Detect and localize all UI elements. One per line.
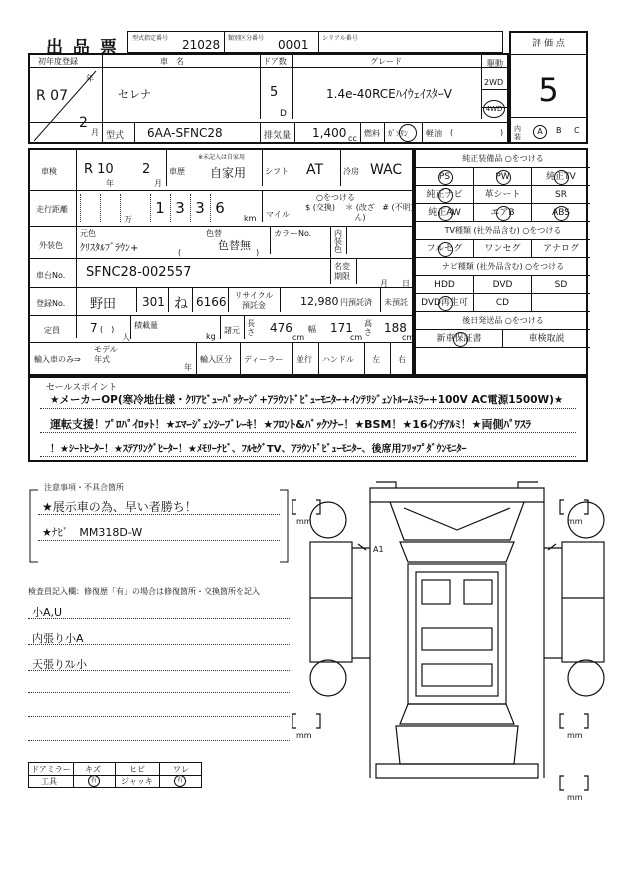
genuine-label: 純正装備品 ○をつける [416,150,590,168]
chassis-label: 車台No. [36,271,66,280]
mileage-digit: 3 [170,194,189,222]
inspection-month: 2 [142,162,151,177]
width-label: 幅 [308,325,316,334]
legend-scratch: キズ [85,765,101,774]
reg-num: 6166 [196,295,227,309]
tv-type-circle-0 [438,242,453,257]
capacity-label: 定員 [44,326,60,335]
legend-jack-yes: 有 [174,775,186,787]
legend-doormirror: ドアミラー [31,765,71,774]
doors: 5 [270,85,279,100]
reg-place: 野田 [90,297,117,312]
model: 6AA-SFNC28 [147,126,223,140]
capacity-unit: 人 [122,333,130,342]
mileage-digit [100,194,119,222]
legend-tools: 工具 [41,777,57,786]
genuine-row2-1: 革シート [474,186,532,204]
fuel-gasoline-circle [399,124,417,142]
navi-row2-0: DVD再生可 [416,294,474,312]
fuel-gasoline: ｶﾞｿﾘﾝ [388,129,408,138]
notes-line-1: ★展示車の為、早い者勝ち！ [42,500,197,514]
interior-grade-a: A [533,125,547,139]
cc-unit: cc [348,134,357,143]
doors-label: ドア数 [263,57,287,66]
history-label: 車歴 [169,167,185,176]
navi-label: ナビ種類 (社外品含む) ○をつける [416,258,590,276]
form-title: 出 品 票 [46,38,119,58]
reg-class: 301 [142,295,165,309]
mileage-opt-mile: マイル [266,210,290,219]
history: 自家用 [210,166,247,180]
month-unit: 月 [91,128,99,137]
import-dealer: ディーラー [244,355,284,364]
genuine-row1-1: PW [474,168,532,186]
evaluation-score: 5 [538,71,559,109]
orig-color-label: 元色 [80,229,96,238]
reg-kana: ね [174,296,188,312]
fuel-diesel: 軽油 [426,129,442,138]
vehicle-table: 車検 R 10 年 2 月 車歴 ※未記入は自家用 自家用 シフト AT 冷房 WAC 走行距離 1 3 3 6 万 km ○をつける マイル $ (交換) ＊ (改ざん) # (不明) 外装色 元色 ｸﾘｽﾀﾙﾌﾞﾗｳﾝ+ 色替 色替無 ( ) カラーNo. 内装色 車台No. SFNC28-002557 名変期限 月 日 登録No. 野田 301 ね 6166 リサイクル預託金 12,980 円預託済 未預託 定員 7 ( ) 人 積載量 kg 諸元 長さ 476 cm 幅 171 cm 高さ 188 cm 輸入車のみ⇒ モデル年式 年 輸入区分 ディーラー 並行 ハンドル 左 右 [28,148,414,376]
navi-row2-2 [532,294,590,312]
notes-label: 注意事項・不具合箇所 [44,483,124,492]
man-unit: 万 [124,215,132,224]
inspection-year: R 10 [84,162,114,177]
recycle: 12,980 [300,295,339,308]
recycle-unit: 円預託済 [340,298,372,307]
car-damage-diagram [292,478,622,808]
km-unit: km [244,214,257,223]
genuine-row1-circle-2 [554,170,569,185]
inspector-label: 検査員記入欄：修復歴「有」の場合は修復箇所・交換箇所を記入 [28,587,260,596]
grade-label: グレード [370,57,402,66]
notes-line-2: ★ﾅﾋﾞ MM318D-W [42,526,143,539]
damage-mark-a1: A1 [373,545,384,554]
model-label: 型式 [106,131,125,141]
recycle-label: リサイクル預託金 [234,291,274,310]
later-items-1: 車検取説 [503,330,590,348]
mileage-digit: 3 [190,194,209,222]
sales-line-1: ★メーカーOP(寒冷地仕様・ｸﾘｱﾋﾞｭｰﾊﾟｯｹｰｼﾞ+ｱﾗｳﾝﾄﾞﾋﾞｭｰﾓﾆﾀｰ+ｲﾝﾃﾘｼﾞｪﾝﾄﾙｰﾑﾐﾗｰ+100V AC電源1500W)★ [50,394,564,406]
sales-label: セールスポイント [46,383,118,393]
inspector-line-2: 内張り小A [32,632,84,645]
inspector-line-3: 天張りｽﾚ小 [32,658,87,671]
later-items-circle-0 [453,332,468,347]
cert-label: 型式指定番号 [132,35,169,42]
tv-label: TV種類 (社外品含む) ○をつける [416,222,590,240]
genuine-row2-circle-0 [438,188,453,203]
navi-row1-0: HDD [416,276,474,294]
mileage-opt-exchange: $ (交換) [305,203,335,212]
int-color-label: 内装色 [334,229,342,254]
load-label: 積載量 [134,321,158,330]
header-info-box [127,31,503,53]
drive-4wd: 4WD [483,100,505,118]
colorno-label: カラーNo. [274,229,312,238]
dims-label: 諸元 [224,326,240,335]
shift: AT [306,162,324,178]
capacity: 7 [90,321,98,335]
height: 188 [384,321,407,335]
genuine-row3-1: エアB [474,204,532,222]
genuine-row1-circle-1 [496,170,511,185]
model-year-label: モデル年式 [94,345,118,364]
top-grid: 初年度登録 車 名 ドア数 グレード 駆動 年 R 07 2 月 セレナ 5 D 1.4e-40RCEﾊｲｳｪｲｽﾀｰV 2WD 4WD 型式 6AA-SFNC28 排気量 1,400 cc 燃料 ｶﾞｿﾘﾝ 軽油 ( ) [28,53,509,144]
mileage-digit: 6 [210,194,229,222]
genuine-row1-0: PS [416,168,474,186]
handle-right: 右 [398,355,406,364]
handle-left: 左 [372,355,380,364]
color-change: 色替無 [218,239,251,252]
first-reg-month: 2 [79,115,88,131]
color-label: 外装色 [39,241,63,250]
displacement: 1,400 [312,126,347,140]
import-class-label: 輸入区分 [200,355,232,364]
handle-label: ハンドル [322,355,354,364]
grade: 1.4e-40RCEﾊｲｳｪｲｽﾀｰV [326,87,452,101]
legend-crack: ヒビ [129,765,145,774]
name-change-label: 名変期限 [334,262,350,281]
history-note: ※未記入は自家用 [198,154,246,161]
sales-points [28,376,588,462]
year-unit: 年 [86,74,94,83]
doors-sub: D [280,109,287,119]
orig-color: ｸﾘｽﾀﾙﾌﾞﾗｳﾝ+ [80,243,139,254]
legend-break: ワレ [173,765,189,774]
interior-grade-c: C [574,126,580,135]
genuine-row1-2: 純正TV [532,168,590,186]
reg-label: 登録No. [36,299,66,308]
later-items-0: 新車保証書 [416,330,503,348]
inspector-line-1: 小A,U [32,606,63,619]
fuel-label: 燃料 [364,129,380,138]
genuine-row2-0: 純正ナビ [416,186,474,204]
width: 171 [330,321,353,335]
mileage-opt-tamper: ＊ (改ざん) [345,203,375,222]
tv-type-1: ワンセグ [474,240,532,258]
mileage-opt-unknown: # (不明) [382,203,414,212]
class-no: 0001 [278,38,309,52]
navi-row1-1: DVD [474,276,532,294]
height-label: 高さ [364,319,372,337]
mileage-circle-note: ○をつける [316,193,355,202]
color-change-label: 色替 [206,229,222,238]
genuine-row1-circle-0 [438,170,453,185]
mileage-label: 走行距離 [36,205,68,214]
genuine-row3-circle-0 [438,206,453,221]
sales-line-3: ！★ｼｰﾄﾋｰﾀｰ！★ｽﾃｱﾘﾝｸﾞﾋｰﾀｰ！★ﾒﾓﾘｰﾅﾋﾞ、ﾌﾙｾｸﾞTV、ｱﾗｳﾝﾄﾞﾋﾞｭｰﾓﾆﾀｰ、後席用ﾌﾘｯﾌﾟﾀﾞｳﾝﾓﾆﾀｰ [50,444,467,455]
navi-row2-circle-0 [438,296,453,311]
evaluation-label: 評 価 点 [532,39,565,49]
later-label: 後日発送品 ○をつける [416,312,590,330]
genuine-row3-circle-1 [496,206,511,221]
legend-jack: ジャッキ [121,777,153,786]
navi-row1-2: SD [532,276,590,294]
tv-type-0: フルセグ [416,240,474,258]
genuine-row3-2: ABS [532,204,590,222]
inspection-label: 車検 [41,167,57,176]
legend-tools-yes: 有 [88,775,100,787]
first-reg-year: R 07 [36,88,68,104]
chassis: SFNC28-002557 [86,265,192,280]
length: 476 [270,321,293,335]
interior-grade-b: B [556,126,562,135]
tv-type-2: アナログ [532,240,590,258]
car-name-label: 車 名 [160,57,184,66]
drive-label: 駆動 [487,59,503,68]
displacement-label: 排気量 [264,131,292,141]
serial-label: シリアル番号 [322,35,358,42]
sales-line-2: 運転支援！ﾌﾟﾛﾊﾟｲﾛｯﾄ！★ｴﾏｰｼﾞｪﾝｼｰﾌﾞﾚｰｷ！★ﾌﾛﾝﾄ&ﾊﾞｯｸｿﾅｰ！★BSM！★16ｲﾝﾁｱﾙﾐ！★両側ﾊﾟﾜｽﾗ [50,418,531,431]
shift-label: シフト [265,167,289,176]
first-reg-label: 初年度登録 [38,57,78,66]
mileage-digit: 1 [150,194,169,222]
recycle-unpaid: 未預託 [384,298,408,307]
kg-unit: kg [206,332,216,341]
drive-2wd: 2WD [484,78,504,87]
genuine-row3-circle-2 [554,206,569,221]
genuine-row2-2: SR [532,186,590,204]
ac-label: 冷房 [343,167,359,176]
ac: WAC [370,162,403,178]
options-table [414,148,588,376]
mileage-digit [80,194,99,222]
import-parallel: 並行 [296,355,312,364]
notes-frame [28,483,290,566]
length-label: 長さ [247,319,255,337]
interior-label: 内装 [514,125,521,141]
car-name: セレナ [118,88,151,101]
cert-no: 21028 [182,38,221,52]
class-label: 類別区分番号 [228,35,265,42]
legend-table [28,762,202,788]
genuine-row3-0: 純正AW [416,204,474,222]
navi-row2-1: CD [474,294,532,312]
evaluation-box [509,31,588,144]
import-label: 輸入車のみ⇒ [34,355,81,364]
